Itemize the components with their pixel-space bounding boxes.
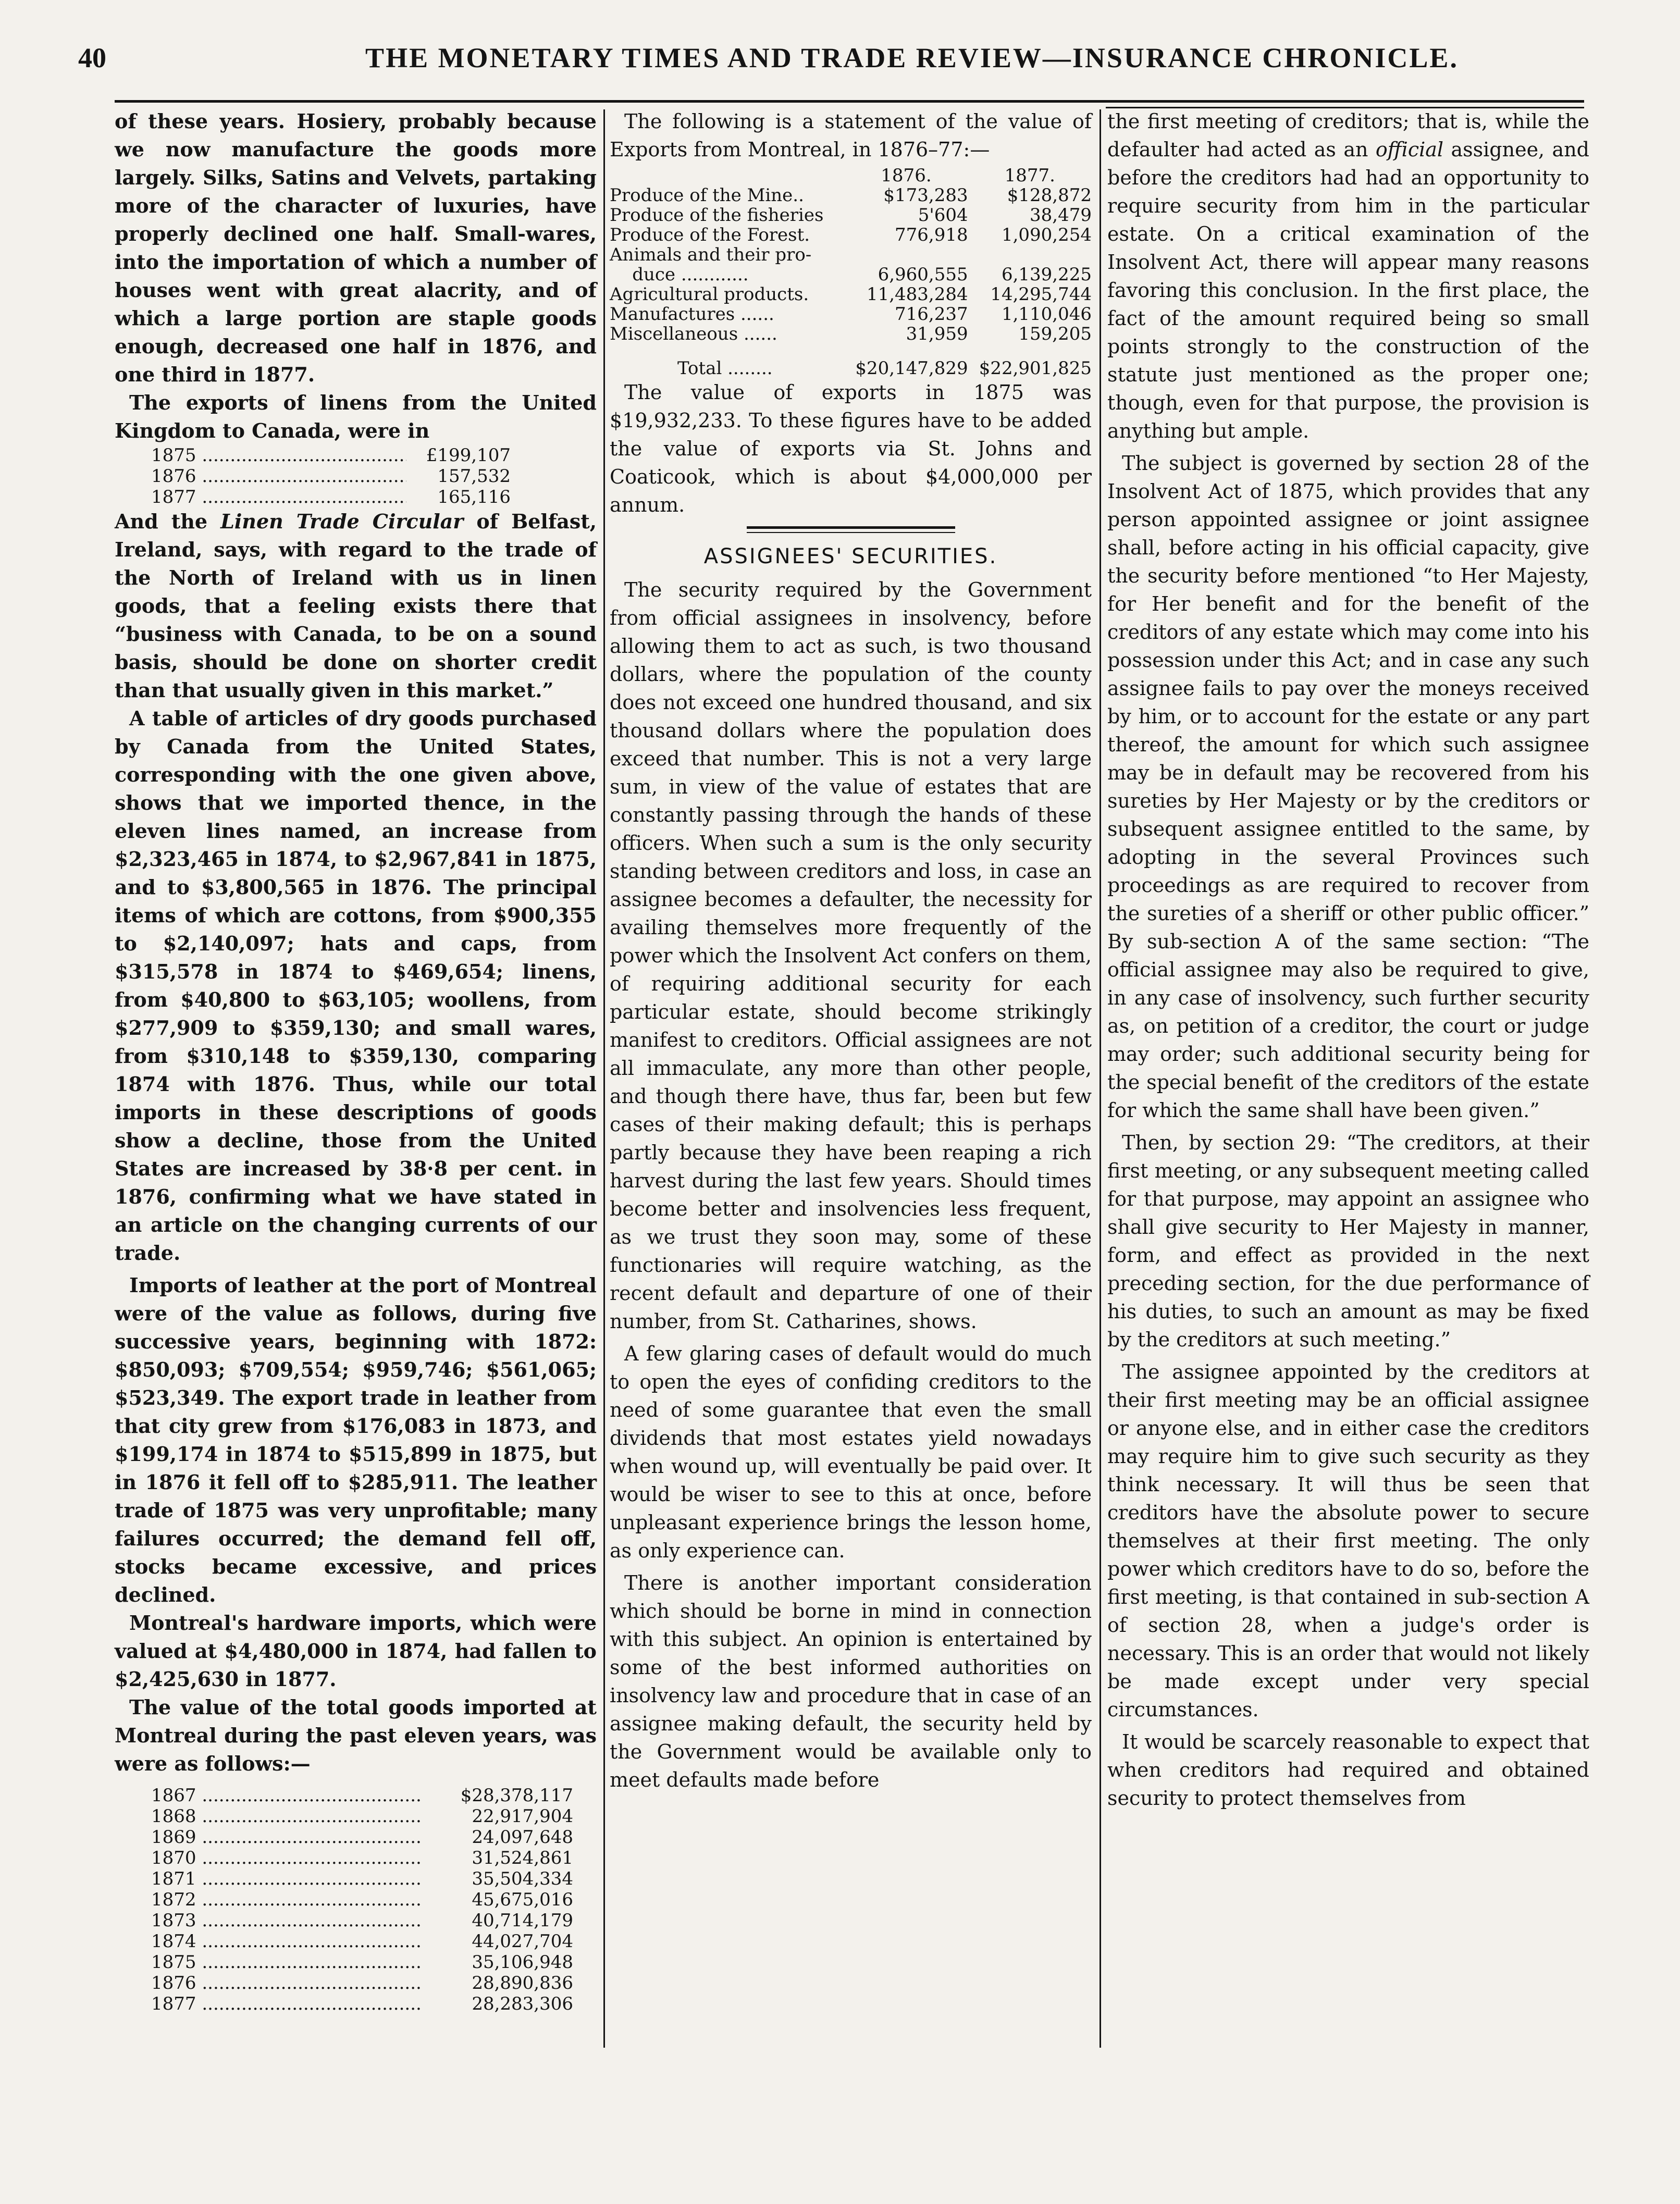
list-item: 1875 ..... £199,107: [151, 445, 511, 466]
list-item: 1876 ..... 157,532: [151, 466, 511, 487]
table-row: Animals and their pro-: [610, 244, 812, 265]
list-item: 1877 ..... 165,116: [151, 487, 511, 507]
list-item: 1876 ..... 28,890,836: [151, 1973, 573, 1993]
section-title: ASSIGNEES' SECURITIES.: [703, 544, 998, 568]
paragraph: The value of exports in 1875 was $19,932,233. To these figures have to be added the value of exports via St. Johns and Coaticook, which is about $4,000,000 per annum.: [610, 381, 1092, 516]
list-item: 1867 ..... $28,378,117: [151, 1785, 573, 1806]
linen-exports-list: [115, 445, 511, 507]
paragraph: A table of articles of dry goods purchased by Canada from the United States, corresponding with the one given above, shows that we imported thence, in the eleven lines named, an increase from $2,323,465 in 1874, to $2,967,841 in 1875, and to $3,800,565 in 1876. The principal items of which are cottons, from $900,355 to $2,140,097; hats and caps, from $315,578 in 1874 to $469,654; linens, from $40,800 to $63,105; woollens, from $277,909 to $359,130; and small wares, from $310,148 to $359,130, comparing 1874 with 1876. Thus, while our total imports in these descriptions of goods show a decline, those from the United States are increased by 38·8 per cent. in 1876, confirming what we have stated in an article on the changing currents of our trade.: [115, 707, 597, 1265]
list-item: 1869 ..... 24,097,648: [151, 1827, 573, 1848]
paragraph: The subject is governed by section 28 of the Insolvent Act of 1875, which provides that any person appointed assignee or joint assignee shall, before acting in his official capacity, give the security before mentioned “to Her Majesty, for Her benefit and for the benefit of the creditors of any estate which may come into his possession under this Act; and in case any such assignee fails to pay over the moneys received by him, or to account for the estate or any part thereof, the amount for which such assignee may be in default may be recovered from his sureties by Her Majesty or by the creditors or subsequent assignee entitled to the same, by adopting in the several Provinces such proceedings as are required to recover from the sureties of a sheriff or other public officer.” By sub-section A of the same section: “The official assignee may also be required to give, in any case of insolvency, such further security as, on petition of a creditor, the court or judge may order; such additional security being for the special benefit of the creditors of the estate for which the same shall have been given.”: [1107, 452, 1589, 1122]
table-row: Produce of the Forest. 776,918 1,090,254: [610, 225, 1092, 245]
paragraph: A few glaring cases of default would do much to open the eyes of confiding creditors to the need of some guarantee that even the small dividends that most estates yield nowadays when wound up, will eventually be paid over. It would be wiser to see to this at once, before unpleasant experience brings the lesson home, as only experience can.: [610, 1342, 1092, 1562]
table-total-row: Total ........ $20,147,829 $22,901,825: [677, 358, 1092, 379]
montreal-imports-list: [115, 1785, 573, 2014]
paragraph: The assignee appointed by the creditors at their first meeting may be an official assignee or anyone else, and in either case the creditors may require him to give such security as they think necessary. It will thus be seen that creditors have the absolute power to secure themselves at their first meeting. The only power which creditors have to do so, before the first meeting, is that contained in sub-section A of section 28, when a judge's order is necessary. This is an order that would not likely be made except under very special circumstances.: [1107, 1360, 1589, 1721]
table-row: Produce of the Mine.. $173,283 $128,872: [610, 185, 1092, 206]
paragraph: There is another important consideration which should be borne in mind in connection with this subject. An opinion is entertained by some of the best informed authorities on insolvency law and procedure that in case of an assignee making default, the security held by the Government would be available only to meet defaults made before: [610, 1571, 1092, 1791]
list-item: 1877 ..... 28,283,306: [151, 1993, 573, 2014]
column-1: [115, 107, 597, 2014]
table-header: 1876. 1877.: [881, 165, 1055, 186]
exports-table: [610, 166, 1092, 378]
paragraph: the first meeting of creditors; that is, while the defaulter had acted as an official assignee, and before the creditors had had an opportunity to require security from him in the particular estate. On a critical examination of the Insolvent Act, there will appear many reasons favoring this conclusion. In the first place, the fact of the amount required being so small points strongly to the construction of the statute just mentioned as the proper one; though, even for that purpose, the provision is anything but ample.: [1107, 110, 1589, 442]
running-title: THE MONETARY TIMES AND TRADE REVIEW—INSURANCE CHRONICLE.: [365, 42, 1459, 73]
paragraph: of these years. Hosiery, probably because we now manufacture the goods more largely. Silks, Satins and Velvets, partaking more of the character of luxuries, have properly declined one half. Small-wares, into the importation of which a number of houses went with great alacrity, and of which a large portion are staple goods enough, decreased one half in 1876, and one third in 1877.: [115, 109, 597, 386]
paragraph: It would be scarcely reasonable to expect that when creditors had required and obtained security to protect themselves from: [1107, 1730, 1589, 1810]
paragraph: The value of the total goods imported at Montreal during the past eleven years, was were as follows:—: [115, 1695, 597, 1775]
table-row: duce ............ 6,960,555 6,139,225: [610, 264, 1092, 285]
list-item: 1868 ..... 22,917,904: [151, 1806, 573, 1827]
list-item: 1873 ..... 40,714,179: [151, 1910, 573, 1931]
paragraph: And the Linen Trade Circular of Belfast, Ireland, says, with regard to the trade of the North of Ireland with us in linen goods, that a feeling exists there that “business with Canada, to be on a sound basis, should be done on shorter credit than that usually given in this market.”: [115, 510, 597, 702]
list-item: 1870 ..... 31,524,861: [151, 1848, 573, 1868]
list-item: 1872 ..... 45,675,016: [151, 1889, 573, 1910]
column-2: [610, 107, 1092, 1794]
header-rule: [115, 100, 1584, 103]
paragraph: Imports of leather at the port of Montreal were of the value as follows, during five successive years, beginning with 1872: $850,093; $709,554; $959,746; $561,065; $523,349. The export trade in leather from that city grew from $176,083 in 1873, and $199,174 in 1874 to $515,899 in 1875, but in 1876 it fell off to $285,911. The leather trade of 1875 was very unprofitable; many failures occurred; the demand fell off, stocks became excessive, and prices declined.: [115, 1273, 597, 1606]
table-row: Manufactures ...... 716,237 1,110,046: [610, 304, 1092, 325]
page-header: [78, 42, 1600, 83]
column-3: [1107, 107, 1589, 1812]
list-item: 1875 ..... 35,106,948: [151, 1952, 573, 1973]
table-row: Produce of the fisheries 5'604 38,479: [610, 205, 1092, 226]
list-item: 1874 ..... 44,027,704: [151, 1931, 573, 1952]
paragraph: The following is a statement of the value of Exports from Montreal, in 1876–77:—: [610, 110, 1092, 161]
column-divider-2: [1100, 109, 1101, 2048]
page-number: 40: [78, 42, 106, 73]
section-divider: [747, 526, 955, 533]
table-row: Agricultural products. 11,483,284 14,295,744: [610, 284, 1092, 305]
paragraph: Then, by section 29: “The creditors, at their first meeting, or any subsequent meeting called for that purpose, may appoint an assignee who shall give security to Her Majesty in manner, form, and effect as provided in the next preceding section, for the due performance of his duties, to such an amount as may be fixed by the creditors at such meeting.”: [1107, 1131, 1589, 1351]
paragraph: Montreal's hardware imports, which were valued at $4,480,000 in 1874, had fallen to $2,425,630 in 1877.: [115, 1611, 597, 1691]
paragraph: The exports of linens from the United Kingdom to Canada, were in: [115, 391, 597, 442]
paragraph: The security required by the Government from official assignees in insolvency, before allowing them to act as such, is two thousand dollars, where the population of the county does not exceed one hundred thousand, and six thousand dollars where the population does exceed that number. This is not a very large sum, in view of the value of estates that are constantly passing through the hands of these officers. When such a sum is the only security standing between creditors and loss, in case an assignee becomes a defaulter, the necessity for availing themselves more frequently of the power which the Insolvent Act confers on them, of requiring additional security for each particular estate, should become strikingly manifest to creditors. Official assignees are not all immaculate, any more than other people, and though there have, thus far, been but few cases of their making default; this is perhaps partly because they have been reaping a rich harvest during the last few years. Should times become better and insolvencies less frequent, as we trust they soon may, some of these functionaries will require watching, as the recent default and departure of one of their number, from St. Catharines, shows.: [610, 578, 1092, 1333]
table-row: Miscellaneous ...... 31,959 159,205: [610, 324, 1092, 344]
column-divider-1: [603, 109, 605, 2048]
list-item: 1871 ..... 35,504,334: [151, 1868, 573, 1889]
